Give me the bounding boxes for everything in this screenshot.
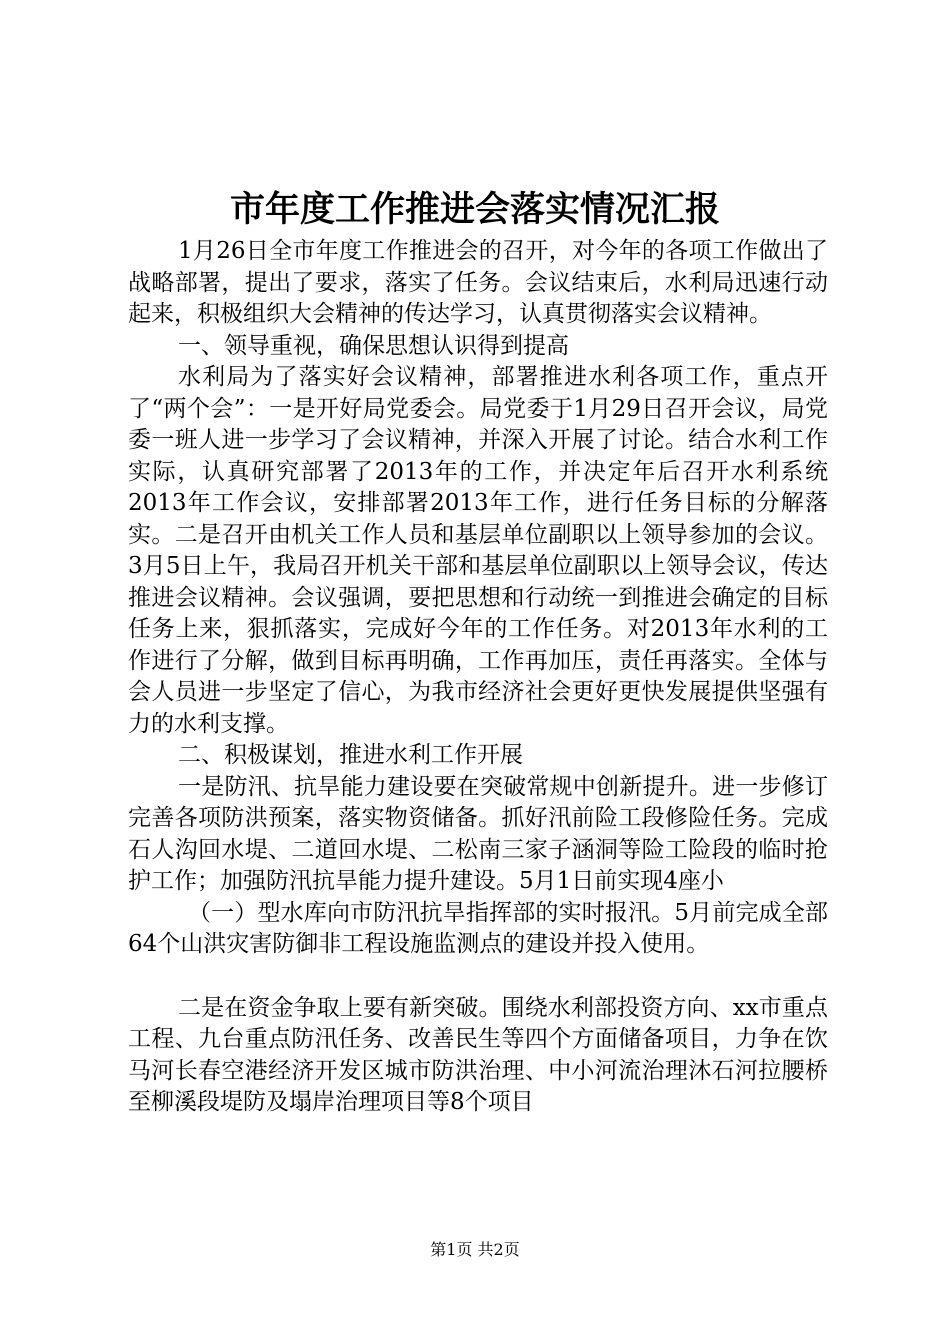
paragraph-intro: 1月26日全市年度工作推进会的召开，对今年的各项工作做出了战略部署，提出了要求，落实了任务。会议结束后，水利局迅速行动起来，积极组织大会精神的传达学习，认真贯彻落实会议精神。 (128, 238, 828, 327)
section-heading-2: 二、积极谋划，推进水利工作开展 (178, 742, 523, 768)
paragraph-reservoir: （一）型水库向市防汛抗旱指挥部的实时报汛。5月前完成全部64个山洪灾害防御非工程设施监测点的建设并投入使用。 (128, 899, 828, 957)
document-body (128, 236, 828, 1119)
document-title: 市年度工作推进会落实情况汇报 (229, 189, 720, 230)
page-footer: 第1页 共2页 (430, 1240, 520, 1259)
paragraph-flood-control: 一是防汛、抗旱能力建设要在突破常规中创新提升。进一步修订完善各项防洪预案，落实物资储备。抓好汛前险工段修险任务。完成石人沟回水堤、二道回水堤、二松南三家子涵洞等险工险段的临时抢护工作；加强防汛抗旱能力提升建设。5月1日前实现4座小 (128, 773, 828, 894)
section-heading-1: 一、领导重视，确保思想认识得到提高 (178, 332, 569, 359)
paragraph-section-1: 水利局为了落实好会议精神，部署推进水利各项工作，重点开了“两个会”：一是开好局党委会。局党委于1月29日召开会议，局党委一班人进一步学习了会议精神，并深入开展了讨论。结合水利工作实际，认真研究部署了2013年的工作，并决定年后召开水利系统2013年工作会议，安排部署2013年工作，进行任务目标的分解落实。二是召开由机关工作人员和基层单位副职以上领导参加的会议。3月5日上午，我局召开机关干部和基层单位副职以上领导会议，传达推进会议精神。会议强调，要把思想和行动统一到推进会确定的目标任务上来，狠抓落实，完成好今年的工作任务。对2013年水利的工作进行了分解，做到目标再明确，工作再加压，责任再落实。全体与会人员进一步坚定了信心，为我市经济社会更好更快发展提供坚强有力的水利支撑。 (128, 364, 828, 737)
paragraph-spacer (128, 961, 828, 993)
paragraph-funding: 二是在资金争取上要有新突破。围绕水利部投资方向、xx市重点工程、九台重点防汛任务、改善民生等四个方面储备项目，力争在饮马河长春空港经济开发区城市防洪治理、中小河流治理沐石河拉腰桥至柳溪段堤防及塌岸治理项目等8个项目 (128, 994, 828, 1115)
